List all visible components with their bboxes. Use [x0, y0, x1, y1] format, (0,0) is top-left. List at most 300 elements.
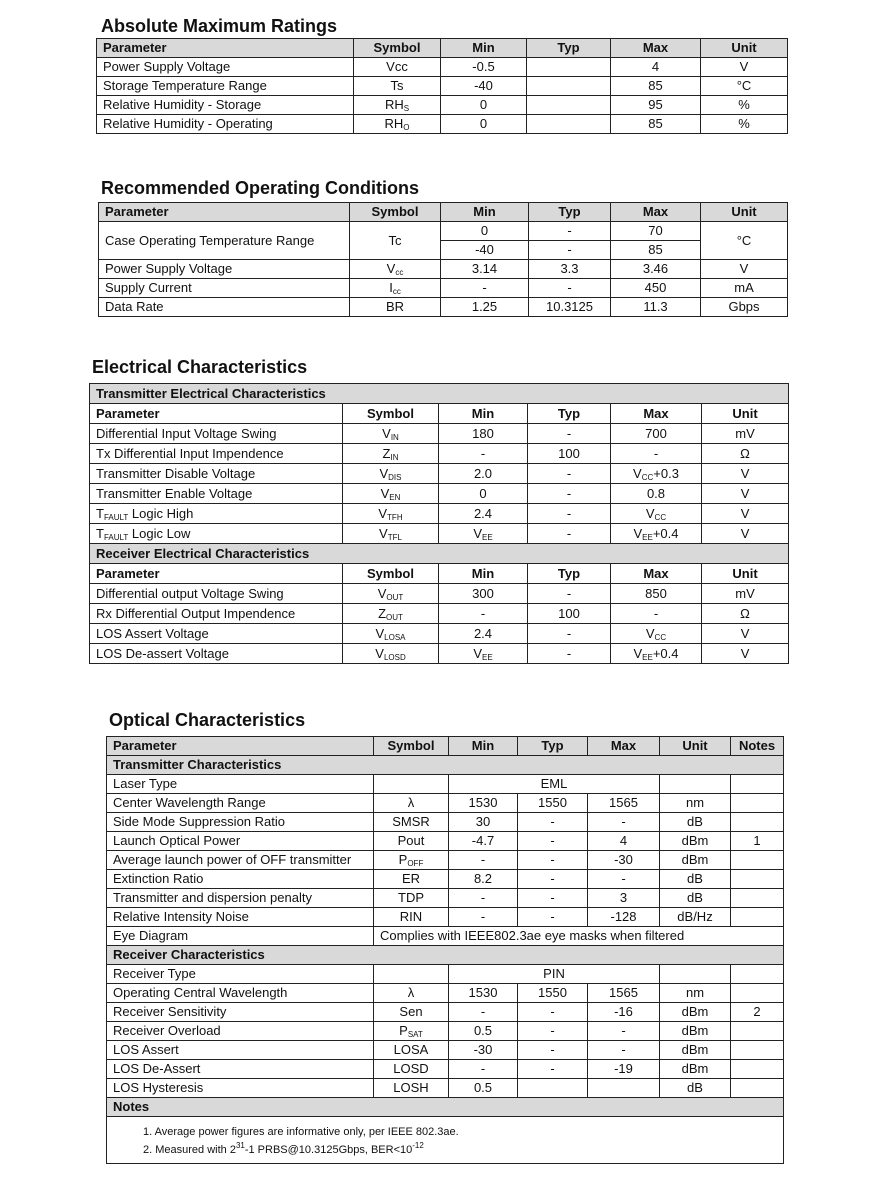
- symbol-base: Z: [378, 606, 387, 621]
- symbol-sub: IN: [390, 453, 399, 462]
- symbol-base: V: [378, 506, 388, 521]
- cell-max: [611, 464, 702, 484]
- header-parameter: Parameter: [97, 39, 354, 58]
- cell-unit: Gbps: [701, 298, 788, 317]
- cell-symbol: [343, 424, 439, 444]
- cell-notes: [731, 813, 784, 832]
- symbol-base: V: [379, 526, 388, 541]
- cell-notes: [731, 908, 784, 927]
- cell-parameter: Power Supply Voltage: [99, 260, 350, 279]
- param-base: T: [96, 506, 104, 521]
- cell-symbol: [343, 504, 439, 524]
- cell-max: 3.46: [611, 260, 701, 279]
- cell-parameter: LOS Hysteresis: [107, 1079, 374, 1098]
- table-row: [90, 524, 789, 544]
- cell-unit: dBm: [660, 1003, 731, 1022]
- table-row: [107, 851, 784, 870]
- cell-typ: -: [518, 813, 588, 832]
- cell-min: -: [449, 851, 518, 870]
- cell-unit: Ω: [702, 604, 789, 624]
- symbol-sub: TFL: [387, 533, 402, 542]
- table-header-row: [99, 203, 788, 222]
- max-sub: CC: [654, 633, 667, 642]
- cell-parameter: Operating Central Wavelength: [107, 984, 374, 1003]
- notes-row: [107, 1117, 784, 1164]
- cell-max: [611, 644, 702, 664]
- cell-parameter: Supply Current: [99, 279, 350, 298]
- symbol-base: P: [399, 1023, 408, 1038]
- header-min: Min: [441, 39, 527, 58]
- cell-unit: dBm: [660, 851, 731, 870]
- table-header-row: [90, 564, 789, 584]
- cell-unit: V: [701, 58, 788, 77]
- symbol-base: P: [398, 852, 408, 867]
- symbol-sub: TFH: [387, 513, 403, 522]
- symbol-sub: DIS: [388, 473, 402, 482]
- cell-parameter: Power Supply Voltage: [97, 58, 354, 77]
- table-row: [97, 96, 788, 115]
- cell-symbol: [343, 624, 439, 644]
- cell-symbol: LOSA: [374, 1041, 449, 1060]
- cell-unit: dB: [660, 889, 731, 908]
- opt-title: Optical Characteristics: [109, 710, 306, 730]
- cell-symbol: [350, 260, 441, 279]
- note-2-text-tail: -1 PRBS@10.3125Gbps, BER<10: [244, 1144, 413, 1156]
- cell-parameter: Tx Differential Input Impendence: [90, 444, 343, 464]
- rx-electrical-section-row: [90, 544, 789, 564]
- symbol-sub: cc: [395, 268, 404, 277]
- min-base: V: [473, 526, 482, 541]
- cell-typ: -: [528, 624, 611, 644]
- note-2-exponent: 31: [235, 1141, 245, 1150]
- cell-min: 1530: [449, 794, 518, 813]
- cell-symbol: [343, 524, 439, 544]
- cell-min: 1.25: [441, 298, 529, 317]
- cell-symbol: LOSH: [374, 1079, 449, 1098]
- cell-unit: dB/Hz: [660, 908, 731, 927]
- header-max: Max: [611, 39, 701, 58]
- cell-max: 450: [611, 279, 701, 298]
- cell-typ: 1550: [518, 984, 588, 1003]
- cell-parameter: Storage Temperature Range: [97, 77, 354, 96]
- cell-unit: mV: [702, 584, 789, 604]
- cell-parameter: Launch Optical Power: [107, 832, 374, 851]
- cell-min: -: [439, 444, 528, 464]
- cell-max: 85: [611, 77, 701, 96]
- table-header-row: [90, 404, 789, 424]
- cell-parameter: LOS De-assert Voltage: [90, 644, 343, 664]
- cell-symbol: [354, 115, 441, 134]
- max-sub: EE: [642, 653, 653, 662]
- header-max: Max: [611, 203, 701, 222]
- cell-parameter: LOS Assert: [107, 1041, 374, 1060]
- cell-spanned-value: Complies with IEEE802.3ae eye masks when filtered: [374, 927, 784, 946]
- header-min: Min: [439, 404, 528, 424]
- table-row: [107, 832, 784, 851]
- header-parameter: Parameter: [107, 737, 374, 756]
- max-base: V: [633, 646, 643, 661]
- symbol-sub: EN: [389, 493, 401, 502]
- table-row: [107, 908, 784, 927]
- table-row: [90, 624, 789, 644]
- table-row: [97, 77, 788, 96]
- cell-symbol: [374, 1022, 449, 1041]
- cell-symbol: [350, 279, 441, 298]
- cell-max: 1565: [588, 984, 660, 1003]
- cell-symbol: RIN: [374, 908, 449, 927]
- cell-parameter: LOS Assert Voltage: [90, 624, 343, 644]
- cell-min: -40: [441, 77, 527, 96]
- notes-section-row: [107, 1098, 784, 1117]
- header-symbol: Symbol: [354, 39, 441, 58]
- symbol-sub: LOSA: [384, 633, 406, 642]
- table-row: [90, 504, 789, 524]
- cell-parameter: Relative Humidity - Storage: [97, 96, 354, 115]
- table-row: [107, 889, 784, 908]
- cell-notes: [731, 870, 784, 889]
- cell-max: 85: [611, 241, 701, 260]
- section-title: Receiver Characteristics: [107, 946, 784, 965]
- cell-symbol: ER: [374, 870, 449, 889]
- cell-typ: 1550: [518, 794, 588, 813]
- cell-symbol: Vcc: [354, 58, 441, 77]
- header-notes: Notes: [731, 737, 784, 756]
- symbol-sub: IN: [390, 433, 399, 442]
- table-row: [107, 1041, 784, 1060]
- cell-typ: -: [528, 644, 611, 664]
- cell-symbol: Sen: [374, 1003, 449, 1022]
- table-row: [90, 604, 789, 624]
- header-unit: Unit: [702, 404, 789, 424]
- roc-title: Recommended Operating Conditions: [101, 178, 420, 198]
- cell-parameter: Transmitter and dispersion penalty: [107, 889, 374, 908]
- cell-symbol: Ts: [354, 77, 441, 96]
- min-base: V: [473, 646, 482, 661]
- table-row: [90, 464, 789, 484]
- cell-typ: [527, 96, 611, 115]
- section-title: Transmitter Electrical Characteristics: [90, 384, 789, 404]
- rx-optical-section-row: [107, 946, 784, 965]
- table-row: [90, 484, 789, 504]
- cell-notes: [731, 889, 784, 908]
- table-row: [99, 260, 788, 279]
- cell-notes: [731, 1041, 784, 1060]
- cell-max: -30: [588, 851, 660, 870]
- cell-max: -: [588, 813, 660, 832]
- abs-title: Absolute Maximum Ratings: [101, 16, 338, 36]
- cell-parameter: Center Wavelength Range: [107, 794, 374, 813]
- cell-max: -: [588, 1041, 660, 1060]
- cell-notes: [731, 965, 784, 984]
- header-min: Min: [449, 737, 518, 756]
- cell-parameter: Relative Intensity Noise: [107, 908, 374, 927]
- cell-typ: -: [518, 1060, 588, 1079]
- cell-parameter: Differential Input Voltage Swing: [90, 424, 343, 444]
- table-row: [107, 813, 784, 832]
- cell-min: 3.14: [441, 260, 529, 279]
- cell-unit: V: [701, 260, 788, 279]
- header-typ: Typ: [529, 203, 611, 222]
- cell-typ: -: [518, 1003, 588, 1022]
- cell-spanned-value: PIN: [449, 965, 660, 984]
- symbol-sub: LOSD: [383, 653, 406, 662]
- cell-max: -128: [588, 908, 660, 927]
- cell-symbol: Tc: [350, 222, 441, 260]
- cell-min: 0: [441, 115, 527, 134]
- param-sub: FAULT: [103, 533, 129, 542]
- cell-min: [439, 644, 528, 664]
- symbol-base: V: [379, 466, 389, 481]
- optical-table: [106, 736, 784, 1164]
- table-row: [90, 424, 789, 444]
- cell-typ: -: [528, 584, 611, 604]
- header-unit: Unit: [702, 564, 789, 584]
- max-sub: EE: [642, 533, 653, 542]
- min-sub: EE: [482, 533, 493, 542]
- header-typ: Typ: [528, 404, 611, 424]
- cell-min: 180: [439, 424, 528, 444]
- cell-symbol: [343, 644, 439, 664]
- symbol-base: V: [382, 426, 391, 441]
- table-row: [97, 58, 788, 77]
- cell-parameter: Average launch power of OFF transmitter: [107, 851, 374, 870]
- max-base: V: [645, 626, 655, 641]
- cell-unit: dBm: [660, 832, 731, 851]
- cell-typ: [527, 77, 611, 96]
- cell-max: 850: [611, 584, 702, 604]
- cell-parameter: Receiver Sensitivity: [107, 1003, 374, 1022]
- cell-min: [439, 524, 528, 544]
- cell-min: 30: [449, 813, 518, 832]
- cell-unit: dB: [660, 1079, 731, 1098]
- symbol-base: RH: [384, 116, 404, 131]
- note-2-ber-exponent: -12: [412, 1141, 424, 1150]
- cell-unit: V: [702, 624, 789, 644]
- header-min: Min: [441, 203, 529, 222]
- symbol-base: RH: [384, 97, 404, 112]
- symbol-sub: S: [403, 104, 410, 113]
- section-title: Notes: [107, 1098, 784, 1117]
- cell-min: -40: [441, 241, 529, 260]
- max-base: V: [633, 526, 643, 541]
- cell-symbol: [374, 965, 449, 984]
- cell-max: [611, 624, 702, 644]
- cell-typ: -: [528, 504, 611, 524]
- cell-parameter: Receiver Type: [107, 965, 374, 984]
- table-row: [107, 927, 784, 946]
- symbol-base: V: [375, 626, 385, 641]
- header-max: Max: [611, 404, 702, 424]
- cell-typ: -: [528, 424, 611, 444]
- abs-max-table: [96, 38, 788, 134]
- header-min: Min: [439, 564, 528, 584]
- cell-symbol: BR: [350, 298, 441, 317]
- symbol-base: V: [377, 586, 387, 601]
- cell-min: 0.5: [449, 1022, 518, 1041]
- table-row: [99, 298, 788, 317]
- cell-unit: dB: [660, 870, 731, 889]
- table-row: [107, 794, 784, 813]
- param-tail: Logic High: [128, 506, 194, 521]
- cell-max: [588, 1079, 660, 1098]
- cell-symbol: [343, 604, 439, 624]
- cell-symbol: [374, 851, 449, 870]
- cell-symbol: [343, 444, 439, 464]
- notes-body: [107, 1117, 784, 1164]
- cell-typ: 3.3: [529, 260, 611, 279]
- cell-max: 95: [611, 96, 701, 115]
- cell-max: 0.8: [611, 484, 702, 504]
- cell-typ: -: [529, 222, 611, 241]
- cell-max: 85: [611, 115, 701, 134]
- cell-notes: 1: [731, 832, 784, 851]
- cell-symbol: [343, 584, 439, 604]
- symbol-sub: SAT: [407, 1030, 423, 1039]
- header-typ: Typ: [518, 737, 588, 756]
- cell-parameter: [90, 524, 343, 544]
- cell-notes: [731, 794, 784, 813]
- cell-min: 0: [441, 96, 527, 115]
- section-title: Transmitter Characteristics: [107, 756, 784, 775]
- cell-parameter: Transmitter Disable Voltage: [90, 464, 343, 484]
- cell-unit: %: [701, 96, 788, 115]
- cell-unit: [660, 965, 731, 984]
- symbol-sub: OUT: [386, 593, 404, 602]
- cell-notes: [731, 1060, 784, 1079]
- header-typ: Typ: [528, 564, 611, 584]
- cell-min: -: [439, 604, 528, 624]
- cell-symbol: LOSD: [374, 1060, 449, 1079]
- max-tail: +0.3: [653, 466, 679, 481]
- symbol-base: Z: [382, 446, 391, 461]
- table-row: [90, 444, 789, 464]
- cell-min: -: [449, 889, 518, 908]
- note-2-text: 2. Measured with 2: [143, 1144, 236, 1156]
- symbol-sub: OFF: [407, 859, 424, 868]
- cell-typ: [527, 115, 611, 134]
- cell-unit: %: [701, 115, 788, 134]
- header-max: Max: [611, 564, 702, 584]
- cell-unit: dBm: [660, 1041, 731, 1060]
- cell-unit: V: [702, 504, 789, 524]
- cell-unit: V: [702, 484, 789, 504]
- cell-min: 8.2: [449, 870, 518, 889]
- cell-min: -30: [449, 1041, 518, 1060]
- cell-min: 300: [439, 584, 528, 604]
- cell-min: 0.5: [449, 1079, 518, 1098]
- cell-typ: [518, 1079, 588, 1098]
- cell-symbol: [343, 484, 439, 504]
- cell-unit: V: [702, 524, 789, 544]
- cell-notes: [731, 1079, 784, 1098]
- table-row: [107, 1060, 784, 1079]
- elec-title: Electrical Characteristics: [92, 357, 308, 377]
- cell-parameter: Differential output Voltage Swing: [90, 584, 343, 604]
- cell-symbol: SMSR: [374, 813, 449, 832]
- cell-min: 2.0: [439, 464, 528, 484]
- header-parameter: Parameter: [90, 404, 343, 424]
- cell-spanned-value: EML: [449, 775, 660, 794]
- header-max: Max: [588, 737, 660, 756]
- cell-min: 1530: [449, 984, 518, 1003]
- symbol-sub: O: [403, 123, 410, 132]
- header-typ: Typ: [527, 39, 611, 58]
- table-header-row: [107, 737, 784, 756]
- table-row: [97, 115, 788, 134]
- max-base: V: [633, 466, 642, 481]
- cell-max: -19: [588, 1060, 660, 1079]
- max-sub: CC: [641, 473, 654, 482]
- cell-symbol: TDP: [374, 889, 449, 908]
- cell-min: 0: [439, 484, 528, 504]
- table-row: [107, 1079, 784, 1098]
- cell-min: 2.4: [439, 624, 528, 644]
- cell-symbol: [354, 96, 441, 115]
- note-1: 1. Average power figures are informative only, per IEEE 802.3ae.: [143, 1126, 459, 1138]
- cell-symbol: λ: [374, 794, 449, 813]
- max-tail: +0.4: [652, 526, 679, 541]
- cell-min: -4.7: [449, 832, 518, 851]
- table-row: [107, 870, 784, 889]
- header-symbol: Symbol: [350, 203, 441, 222]
- cell-parameter: [90, 504, 343, 524]
- cell-symbol: [343, 464, 439, 484]
- cell-typ: [527, 58, 611, 77]
- cell-parameter: LOS De-Assert: [107, 1060, 374, 1079]
- param-tail: Logic Low: [128, 526, 191, 541]
- param-base: T: [96, 526, 104, 541]
- max-base: V: [645, 506, 655, 521]
- cell-parameter: Relative Humidity - Operating: [97, 115, 354, 134]
- cell-notes: [731, 984, 784, 1003]
- cell-typ: 100: [528, 604, 611, 624]
- cell-max: 3: [588, 889, 660, 908]
- table-row: [107, 965, 784, 984]
- cell-unit: V: [702, 464, 789, 484]
- cell-max: 4: [588, 832, 660, 851]
- cell-max: -16: [588, 1003, 660, 1022]
- symbol-base: V: [375, 646, 384, 661]
- cell-max: [611, 524, 702, 544]
- cell-symbol: λ: [374, 984, 449, 1003]
- cell-unit: dB: [660, 813, 731, 832]
- symbol-sub: cc: [392, 287, 401, 296]
- cell-parameter: Laser Type: [107, 775, 374, 794]
- cell-typ: 100: [528, 444, 611, 464]
- cell-unit: dBm: [660, 1060, 731, 1079]
- cell-typ: -: [529, 241, 611, 260]
- cell-typ: -: [518, 870, 588, 889]
- cell-parameter: Transmitter Enable Voltage: [90, 484, 343, 504]
- table-row: [107, 1003, 784, 1022]
- cell-typ: -: [518, 889, 588, 908]
- cell-max: -: [588, 1022, 660, 1041]
- table-row: [107, 1022, 784, 1041]
- cell-typ: -: [518, 908, 588, 927]
- cell-symbol: Pout: [374, 832, 449, 851]
- header-unit: Unit: [660, 737, 731, 756]
- cell-max: -: [611, 444, 702, 464]
- cell-min: -: [449, 1003, 518, 1022]
- max-tail: +0.4: [652, 646, 679, 661]
- cell-parameter: Case Operating Temperature Range: [99, 222, 350, 260]
- cell-min: -: [449, 1060, 518, 1079]
- cell-parameter: Receiver Overload: [107, 1022, 374, 1041]
- cell-symbol: [374, 775, 449, 794]
- cell-parameter: Data Rate: [99, 298, 350, 317]
- cell-min: -0.5: [441, 58, 527, 77]
- electrical-table: [89, 383, 789, 664]
